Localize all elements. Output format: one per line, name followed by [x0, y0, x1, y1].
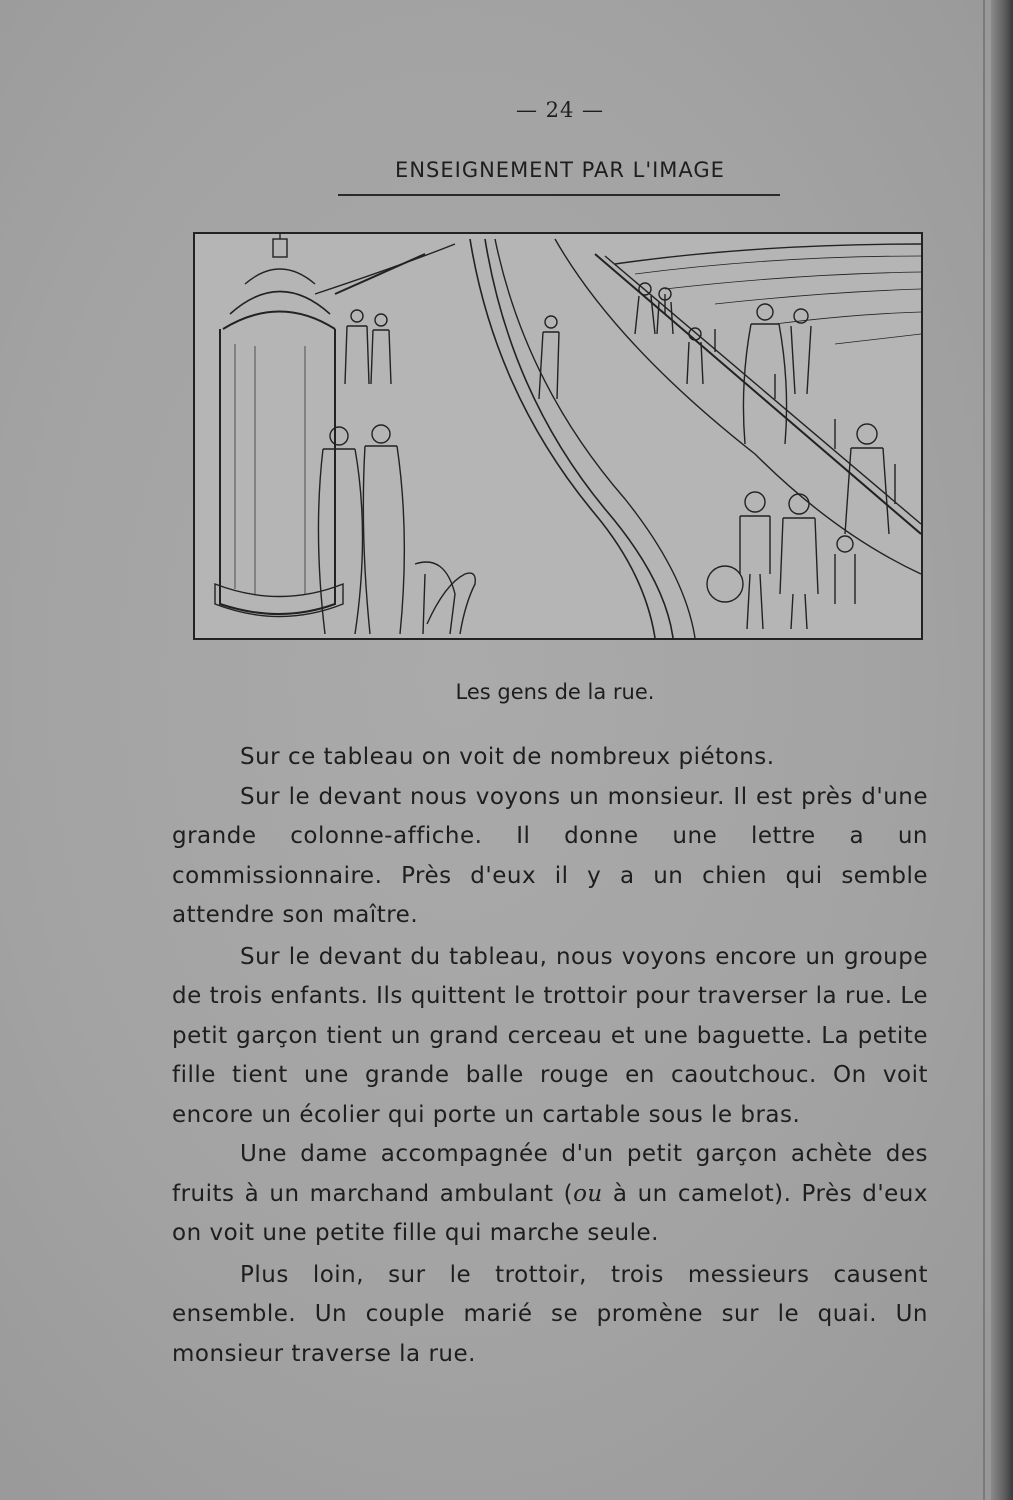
title-underline — [338, 194, 780, 196]
book-spine-shadow — [991, 0, 1013, 1500]
illustration-caption: Les gens de la rue. — [455, 680, 655, 704]
section-title: ENSEIGNEMENT PAR L'IMAGE — [395, 158, 725, 182]
page-number: — 24 — — [515, 98, 605, 122]
paragraph — [172, 1135, 928, 1254]
page-edge-line — [983, 0, 985, 1500]
paragraph: Plus loin, sur le trottoir, trois messieurs causent ensemble. Un couple marié se promène sur le quai. Un monsieur traverse la rue. — [172, 1261, 928, 1367]
street-scene-illustration — [193, 232, 923, 640]
body-text — [172, 738, 928, 1374]
paragraph-italic: ou — [573, 1180, 603, 1207]
paragraph-text: à un camelot). Près d'eux on voit une petite fille qui marche seule. — [172, 1180, 928, 1246]
paragraph: Sur ce tableau on voit de nombreux piétons. — [240, 744, 775, 770]
paragraph: Sur le devant nous voyons un monsieur. Il est près d'une grande colonne-affiche. Il donne une lettre a un commissionnaire. Près d'eux il y a un chien qui semble attendre son maître. — [172, 783, 928, 928]
paragraph: Sur le devant du tableau, nous voyons encore un groupe de trois enfants. Ils quittent le trottoir pour traverser la rue. Le petit garçon tient un grand cerceau et une baguette. La petite fille tient une grande balle rouge en caoutchouc. On voit encore un écolier qui porte un cartable sous le bras. — [172, 943, 928, 1128]
street-scene-drawing — [195, 234, 921, 638]
paragraph-text: Une dame accompagnée d'un petit garçon achète des fruits à un marchand ambulant ( — [172, 1141, 928, 1207]
